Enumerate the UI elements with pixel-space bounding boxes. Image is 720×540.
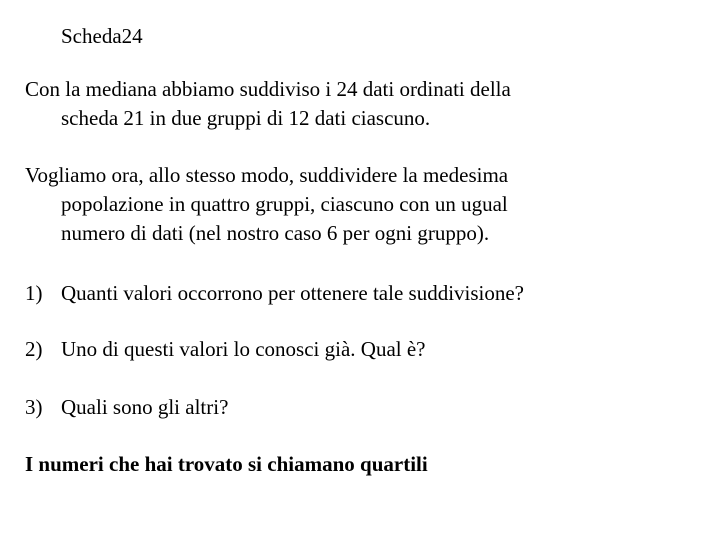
- question-3: [25, 395, 228, 419]
- question-2-text: Uno di questi valori lo conosci già. Qual è?: [61, 337, 426, 361]
- question-2-number: 2): [25, 337, 43, 361]
- task-line-3: numero di dati (nel nostro caso 6 per ogni gruppo).: [61, 221, 490, 245]
- task-line-1: Vogliamo ora, allo stesso modo, suddividere la medesima: [25, 163, 509, 187]
- conclusion-text: I numeri che hai trovato si chiamano quartili: [25, 452, 428, 476]
- intro-line-1: Con la mediana abbiamo suddiviso i 24 dati ordinati della: [25, 77, 511, 101]
- intro-paragraph: [25, 75, 511, 133]
- question-3-text: Quali sono gli altri?: [61, 395, 229, 419]
- page-title: Scheda24: [61, 24, 143, 48]
- task-line-2: popolazione in quattro gruppi, ciascuno con un ugual: [61, 192, 508, 216]
- task-paragraph: [25, 161, 508, 248]
- question-2: [25, 337, 426, 361]
- question-1-number: 1): [25, 281, 43, 305]
- intro-line-2: scheda 21 in due gruppi di 12 dati ciascuno.: [61, 106, 431, 130]
- question-3-number: 3): [25, 395, 43, 419]
- question-1: [25, 281, 524, 305]
- question-1-text: Quanti valori occorrono per ottenere tale suddivisione?: [61, 281, 525, 305]
